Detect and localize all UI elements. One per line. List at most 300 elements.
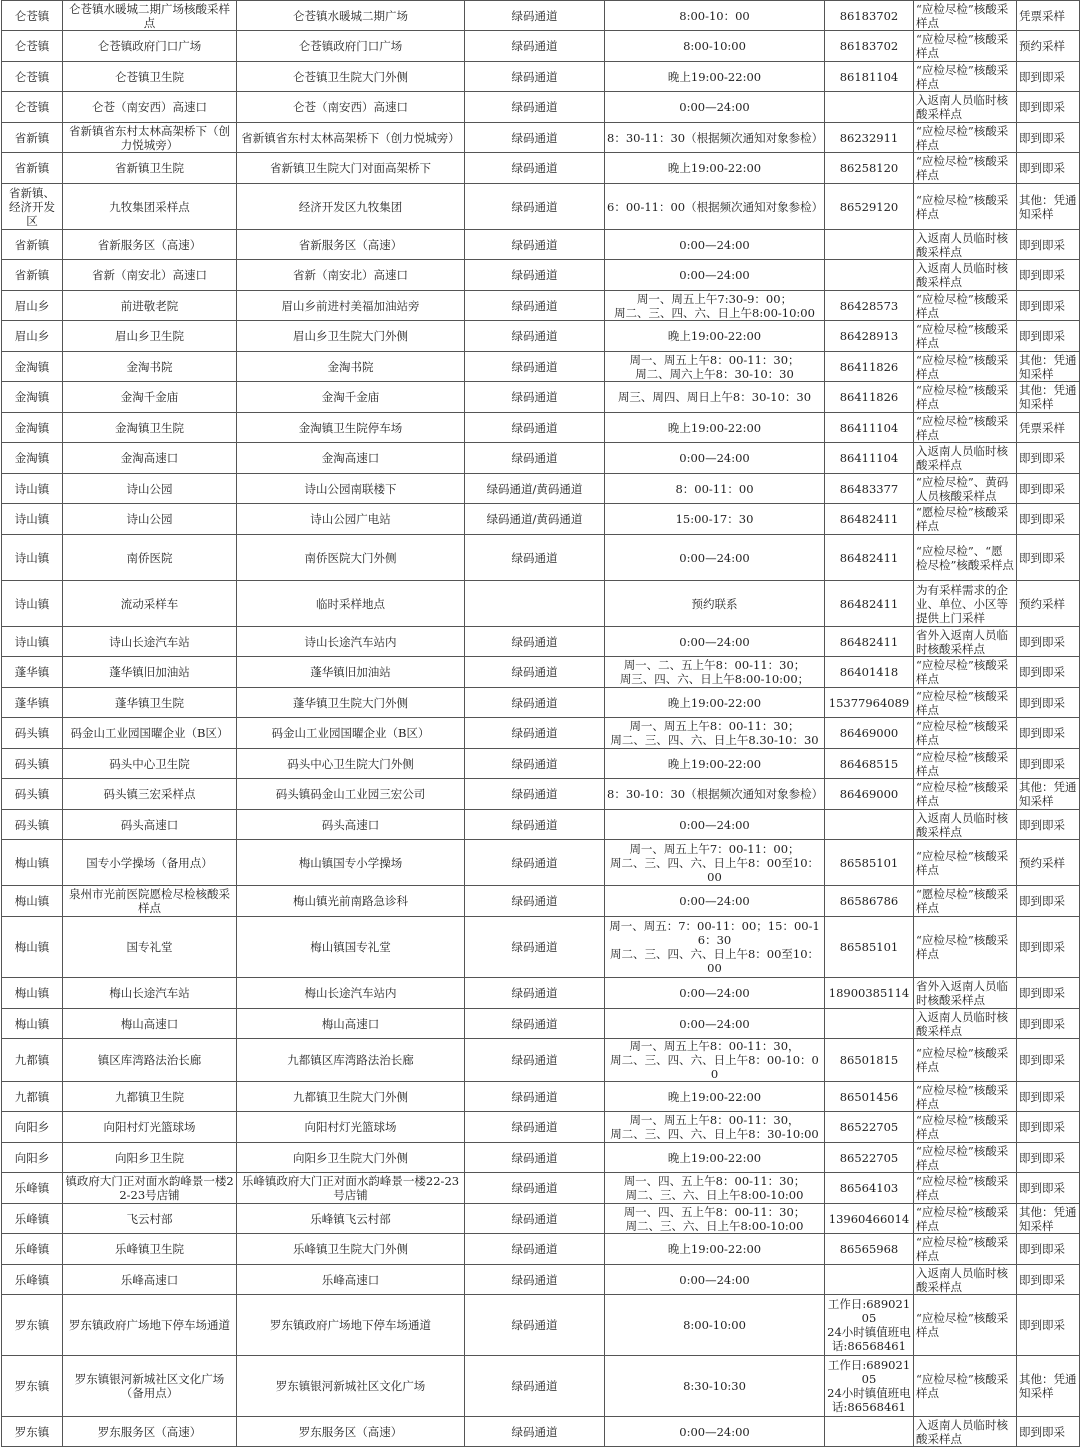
time-cell: 晚上19:00-22:00 bbox=[605, 413, 825, 443]
channel-cell: 绿码通道 bbox=[465, 321, 605, 352]
mode-cell: 其他：凭通知采样 bbox=[1017, 1204, 1080, 1234]
mode-cell: 即到即采 bbox=[1017, 886, 1080, 917]
time-cell: 预约联系 bbox=[605, 581, 825, 627]
site-name-cell: 罗东服务区（高速） bbox=[63, 1417, 237, 1447]
table-row bbox=[2, 31, 1080, 62]
phone-cell: 86529120 bbox=[825, 184, 914, 230]
site-name-cell: 仑苍镇政府门口广场 bbox=[63, 31, 237, 62]
table-row bbox=[2, 1112, 1080, 1143]
site-name-cell: 国专小学操场（备用点） bbox=[63, 840, 237, 886]
site-type-cell: “应检尽检”核酸采样点 bbox=[914, 1295, 1017, 1356]
table-row bbox=[2, 1295, 1080, 1356]
site-type-cell: “应检尽检”核酸采样点 bbox=[914, 657, 1017, 688]
site-type-cell: “应检尽检”、黄码人员核酸采样点 bbox=[914, 474, 1017, 504]
site-type-cell: 入返南人员临时核酸采样点 bbox=[914, 92, 1017, 123]
time-cell: 15:00-17：30 bbox=[605, 504, 825, 535]
site-type-cell: “应检尽检”核酸采样点 bbox=[914, 153, 1017, 184]
table-row bbox=[2, 153, 1080, 184]
table-row bbox=[2, 230, 1080, 260]
table-row bbox=[2, 978, 1080, 1009]
address-cell: 金淘千金庙 bbox=[237, 382, 465, 413]
address-cell: 向阳乡卫生院大门外侧 bbox=[237, 1143, 465, 1173]
address-cell: 蓬华镇卫生院大门外侧 bbox=[237, 688, 465, 718]
town-cell: 省新镇、经济开发区 bbox=[2, 184, 63, 230]
town-cell: 码头镇 bbox=[2, 779, 63, 810]
channel-cell: 绿码通道 bbox=[465, 1265, 605, 1295]
address-cell: 码头高速口 bbox=[237, 810, 465, 840]
address-cell: 蓬华镇旧加油站 bbox=[237, 657, 465, 688]
site-type-cell: “应检尽检”核酸采样点 bbox=[914, 1143, 1017, 1173]
table-row bbox=[2, 749, 1080, 779]
mode-cell: 预约采样 bbox=[1017, 840, 1080, 886]
phone-cell bbox=[825, 230, 914, 260]
town-cell: 向阳乡 bbox=[2, 1143, 63, 1173]
phone-cell: 86428913 bbox=[825, 321, 914, 352]
phone-cell bbox=[825, 810, 914, 840]
site-name-cell: 省新服务区（高速） bbox=[63, 230, 237, 260]
channel-cell: 绿码通道 bbox=[465, 1173, 605, 1204]
town-cell: 金淘镇 bbox=[2, 352, 63, 382]
site-name-cell: 码金山工业园国曜企业（B区） bbox=[63, 718, 237, 749]
channel-cell: 绿码通道 bbox=[465, 291, 605, 321]
address-cell: 九都镇卫生院大门外侧 bbox=[237, 1082, 465, 1112]
site-type-cell: 入返南人员临时核酸采样点 bbox=[914, 1265, 1017, 1295]
town-cell: 仑苍镇 bbox=[2, 1, 63, 31]
site-type-cell: “应检尽检”核酸采样点 bbox=[914, 291, 1017, 321]
town-cell: 仑苍镇 bbox=[2, 31, 63, 62]
site-name-cell: 乐峰高速口 bbox=[63, 1265, 237, 1295]
address-cell: 梅山镇光前南路急诊科 bbox=[237, 886, 465, 917]
site-name-cell: 金淘千金庙 bbox=[63, 382, 237, 413]
site-name-cell: 前进敬老院 bbox=[63, 291, 237, 321]
address-cell: 罗东服务区（高速） bbox=[237, 1417, 465, 1447]
town-cell: 眉山乡 bbox=[2, 291, 63, 321]
address-cell: 梅山长途汽车站内 bbox=[237, 978, 465, 1009]
town-cell: 诗山镇 bbox=[2, 627, 63, 657]
time-cell: 0:00—24:00 bbox=[605, 886, 825, 917]
site-type-cell: 入返南人员临时核酸采样点 bbox=[914, 1009, 1017, 1039]
site-name-cell: 码头中心卫生院 bbox=[63, 749, 237, 779]
time-cell: 周一、周五上午8：00-11：30， 周二、三、四、六、日上午8：30-10:00 bbox=[605, 1112, 825, 1143]
phone-cell: 13960466014 bbox=[825, 1204, 914, 1234]
channel-cell: 绿码通道 bbox=[465, 688, 605, 718]
channel-cell: 绿码通道 bbox=[465, 779, 605, 810]
table-row bbox=[2, 1356, 1080, 1417]
site-name-cell: 省新镇卫生院 bbox=[63, 153, 237, 184]
site-type-cell: “应检尽检”核酸采样点 bbox=[914, 62, 1017, 92]
mode-cell: 预约采样 bbox=[1017, 581, 1080, 627]
phone-cell bbox=[825, 260, 914, 291]
town-cell: 向阳乡 bbox=[2, 1112, 63, 1143]
time-cell: 0:00—24:00 bbox=[605, 1009, 825, 1039]
address-cell: 九都镇区库湾路法治长廊 bbox=[237, 1039, 465, 1082]
time-cell: 0:00—24:00 bbox=[605, 230, 825, 260]
table-row bbox=[2, 718, 1080, 749]
address-cell: 眉山乡卫生院大门外侧 bbox=[237, 321, 465, 352]
table-row bbox=[2, 1, 1080, 31]
site-name-cell: 梅山长途汽车站 bbox=[63, 978, 237, 1009]
town-cell: 金淘镇 bbox=[2, 413, 63, 443]
time-cell: 0:00—24:00 bbox=[605, 810, 825, 840]
time-cell: 8：30-11：30（根据频次通知对象参检） bbox=[605, 123, 825, 153]
site-type-cell: “应检尽检”核酸采样点 bbox=[914, 840, 1017, 886]
table-row bbox=[2, 779, 1080, 810]
time-cell: 8:30-10:30 bbox=[605, 1356, 825, 1417]
town-cell: 诗山镇 bbox=[2, 474, 63, 504]
site-name-cell: 省新镇省东村太林高架桥下（创力悦城旁） bbox=[63, 123, 237, 153]
phone-cell: 15377964089 bbox=[825, 688, 914, 718]
channel-cell: 绿码通道 bbox=[465, 413, 605, 443]
table-row bbox=[2, 688, 1080, 718]
site-type-cell: “应检尽检”核酸采样点 bbox=[914, 749, 1017, 779]
mode-cell: 凭票采样 bbox=[1017, 1, 1080, 31]
mode-cell: 即到即采 bbox=[1017, 123, 1080, 153]
phone-cell: 86411826 bbox=[825, 352, 914, 382]
mode-cell: 即到即采 bbox=[1017, 62, 1080, 92]
town-cell: 罗东镇 bbox=[2, 1356, 63, 1417]
mode-cell: 即到即采 bbox=[1017, 810, 1080, 840]
time-cell: 0:00—24:00 bbox=[605, 443, 825, 474]
site-name-cell: 蓬华镇旧加油站 bbox=[63, 657, 237, 688]
channel-cell: 绿码通道 bbox=[465, 260, 605, 291]
channel-cell: 绿码通道 bbox=[465, 443, 605, 474]
phone-cell: 86482411 bbox=[825, 581, 914, 627]
time-cell: 周一、周五上午7：00-11：00； 周二、三、四、六、日上午8：00至10：00 bbox=[605, 840, 825, 886]
table-row bbox=[2, 1234, 1080, 1265]
table-row bbox=[2, 291, 1080, 321]
time-cell: 周一、二、五上午8：00-11：30； 周三、四、六、日上午8:00-10:00； bbox=[605, 657, 825, 688]
site-type-cell: “应检尽检”核酸采样点 bbox=[914, 1, 1017, 31]
table-row bbox=[2, 504, 1080, 535]
site-name-cell: 罗东镇政府广场地下停车场通道 bbox=[63, 1295, 237, 1356]
town-cell: 蓬华镇 bbox=[2, 688, 63, 718]
town-cell: 省新镇 bbox=[2, 123, 63, 153]
mode-cell: 即到即采 bbox=[1017, 1173, 1080, 1204]
phone-cell: 86411104 bbox=[825, 413, 914, 443]
time-cell: 周一、周五：7：00-11：00；15：00-16：30 周二、三、四、六、日上午8：00至10：00 bbox=[605, 917, 825, 978]
time-cell: 0:00—24:00 bbox=[605, 1265, 825, 1295]
table-row bbox=[2, 1417, 1080, 1447]
address-cell: 省新镇卫生院大门对面高架桥下 bbox=[237, 153, 465, 184]
phone-cell: 86469000 bbox=[825, 779, 914, 810]
phone-cell: 86522705 bbox=[825, 1112, 914, 1143]
table-row bbox=[2, 1039, 1080, 1082]
town-cell: 金淘镇 bbox=[2, 382, 63, 413]
site-name-cell: 飞云村部 bbox=[63, 1204, 237, 1234]
address-cell: 省新镇省东村太林高架桥下（创力悦城旁） bbox=[237, 123, 465, 153]
time-cell: 晚上19:00-22:00 bbox=[605, 1082, 825, 1112]
site-type-cell: “应检尽检”核酸采样点 bbox=[914, 413, 1017, 443]
address-cell: 乐峰高速口 bbox=[237, 1265, 465, 1295]
site-name-cell: 仑苍（南安西）高速口 bbox=[63, 92, 237, 123]
address-cell: 省新服务区（高速） bbox=[237, 230, 465, 260]
site-name-cell: 镇政府大门正对面水韵峰景一楼22-23号店铺 bbox=[63, 1173, 237, 1204]
town-cell: 码头镇 bbox=[2, 810, 63, 840]
town-cell: 仑苍镇 bbox=[2, 92, 63, 123]
site-type-cell: 入返南人员临时核酸采样点 bbox=[914, 1417, 1017, 1447]
time-cell: 6：00-11：00（根据频次通知对象参检） bbox=[605, 184, 825, 230]
address-cell: 乐峰镇卫生院大门外侧 bbox=[237, 1234, 465, 1265]
mode-cell: 即到即采 bbox=[1017, 1295, 1080, 1356]
channel-cell: 绿码通道 bbox=[465, 749, 605, 779]
mode-cell: 预约采样 bbox=[1017, 31, 1080, 62]
mode-cell: 即到即采 bbox=[1017, 153, 1080, 184]
table-row bbox=[2, 657, 1080, 688]
site-name-cell: 仑苍镇水暖城二期广场核酸采样点 bbox=[63, 1, 237, 31]
channel-cell: 绿码通道 bbox=[465, 917, 605, 978]
channel-cell: 绿码通道 bbox=[465, 123, 605, 153]
mode-cell: 即到即采 bbox=[1017, 1265, 1080, 1295]
site-name-cell: 向阳乡卫生院 bbox=[63, 1143, 237, 1173]
table-row bbox=[2, 184, 1080, 230]
table-row bbox=[2, 321, 1080, 352]
site-type-cell: “应检尽检”核酸采样点 bbox=[914, 123, 1017, 153]
site-type-cell: “愿检尽检”核酸采样点 bbox=[914, 504, 1017, 535]
channel-cell: 绿码通道 bbox=[465, 62, 605, 92]
phone-cell: 18900385114 bbox=[825, 978, 914, 1009]
town-cell: 诗山镇 bbox=[2, 581, 63, 627]
table-body bbox=[2, 1, 1080, 1447]
phone-cell: 86181104 bbox=[825, 62, 914, 92]
site-type-cell: 入返南人员临时核酸采样点 bbox=[914, 230, 1017, 260]
site-type-cell: “应检尽检”核酸采样点 bbox=[914, 1112, 1017, 1143]
mode-cell: 即到即采 bbox=[1017, 443, 1080, 474]
time-cell: 8:00-10:00 bbox=[605, 31, 825, 62]
phone-cell bbox=[825, 92, 914, 123]
town-cell: 码头镇 bbox=[2, 718, 63, 749]
phone-cell: 86585101 bbox=[825, 917, 914, 978]
site-name-cell: 泉州市光前医院愿检尽检核酸采样点 bbox=[63, 886, 237, 917]
site-type-cell: 入返南人员临时核酸采样点 bbox=[914, 260, 1017, 291]
mode-cell: 即到即采 bbox=[1017, 92, 1080, 123]
site-name-cell: 码头高速口 bbox=[63, 810, 237, 840]
town-cell: 仑苍镇 bbox=[2, 62, 63, 92]
mode-cell: 即到即采 bbox=[1017, 291, 1080, 321]
phone-cell: 86428573 bbox=[825, 291, 914, 321]
mode-cell: 即到即采 bbox=[1017, 1082, 1080, 1112]
time-cell: 周一、周五上午8：00-11：30； 周二、三、四、六、日上午8.30-10：30 bbox=[605, 718, 825, 749]
town-cell: 罗东镇 bbox=[2, 1295, 63, 1356]
address-cell: 罗东镇银河新城社区文化广场 bbox=[237, 1356, 465, 1417]
channel-cell: 绿码通道 bbox=[465, 153, 605, 184]
phone-cell: 86411104 bbox=[825, 443, 914, 474]
table-row bbox=[2, 382, 1080, 413]
table-row bbox=[2, 474, 1080, 504]
address-cell: 向阳村灯光篮球场 bbox=[237, 1112, 465, 1143]
mode-cell: 即到即采 bbox=[1017, 321, 1080, 352]
address-cell: 梅山镇国专小学操场 bbox=[237, 840, 465, 886]
table-row bbox=[2, 443, 1080, 474]
mode-cell: 即到即采 bbox=[1017, 1143, 1080, 1173]
channel-cell: 绿码通道 bbox=[465, 810, 605, 840]
time-cell: 周一、周五上午8：00-11：30； 周二、周六上午8：30-10：30 bbox=[605, 352, 825, 382]
channel-cell: 绿码通道 bbox=[465, 92, 605, 123]
mode-cell: 其他：凭通知采样 bbox=[1017, 382, 1080, 413]
phone-cell: 86411826 bbox=[825, 382, 914, 413]
table-row bbox=[2, 1082, 1080, 1112]
mode-cell: 即到即采 bbox=[1017, 917, 1080, 978]
address-cell: 诗山长途汽车站内 bbox=[237, 627, 465, 657]
phone-cell: 86586786 bbox=[825, 886, 914, 917]
mode-cell: 其他：凭通知采样 bbox=[1017, 779, 1080, 810]
site-type-cell: “应检尽检”、“愿检尽检”核酸采样点 bbox=[914, 535, 1017, 581]
table-row bbox=[2, 1204, 1080, 1234]
town-cell: 乐峰镇 bbox=[2, 1173, 63, 1204]
town-cell: 梅山镇 bbox=[2, 886, 63, 917]
site-type-cell: “应检尽检”核酸采样点 bbox=[914, 917, 1017, 978]
mode-cell: 即到即采 bbox=[1017, 718, 1080, 749]
table-row bbox=[2, 917, 1080, 978]
address-cell: 仑苍镇水暖城二期广场 bbox=[237, 1, 465, 31]
channel-cell: 绿码通道 bbox=[465, 31, 605, 62]
channel-cell: 绿码通道 bbox=[465, 1082, 605, 1112]
mode-cell: 其他：凭通知采样 bbox=[1017, 352, 1080, 382]
channel-cell: 绿码通道/黄码通道 bbox=[465, 474, 605, 504]
site-type-cell: “应检尽检”核酸采样点 bbox=[914, 382, 1017, 413]
town-cell: 乐峰镇 bbox=[2, 1234, 63, 1265]
table-row bbox=[2, 260, 1080, 291]
phone-cell: 86401418 bbox=[825, 657, 914, 688]
channel-cell: 绿码通道 bbox=[465, 535, 605, 581]
address-cell: 梅山镇国专礼堂 bbox=[237, 917, 465, 978]
mode-cell: 即到即采 bbox=[1017, 474, 1080, 504]
mode-cell: 即到即采 bbox=[1017, 1039, 1080, 1082]
town-cell: 乐峰镇 bbox=[2, 1204, 63, 1234]
channel-cell: 绿码通道 bbox=[465, 1009, 605, 1039]
channel-cell: 绿码通道 bbox=[465, 657, 605, 688]
phone-cell: 86469000 bbox=[825, 718, 914, 749]
table-row bbox=[2, 810, 1080, 840]
channel-cell: 绿码通道 bbox=[465, 718, 605, 749]
table-row bbox=[2, 1143, 1080, 1173]
town-cell: 诗山镇 bbox=[2, 535, 63, 581]
town-cell: 梅山镇 bbox=[2, 840, 63, 886]
address-cell: 仑苍（南安西）高速口 bbox=[237, 92, 465, 123]
site-name-cell: 梅山高速口 bbox=[63, 1009, 237, 1039]
channel-cell: 绿码通道 bbox=[465, 1, 605, 31]
town-cell: 省新镇 bbox=[2, 260, 63, 291]
site-type-cell: 省外入返南人员临时核酸采样点 bbox=[914, 978, 1017, 1009]
address-cell: 仑苍镇卫生院大门外侧 bbox=[237, 62, 465, 92]
town-cell: 诗山镇 bbox=[2, 504, 63, 535]
channel-cell: 绿码通道 bbox=[465, 184, 605, 230]
channel-cell: 绿码通道/黄码通道 bbox=[465, 504, 605, 535]
site-name-cell: 流动采样车 bbox=[63, 581, 237, 627]
address-cell: 诗山公园南联楼下 bbox=[237, 474, 465, 504]
site-name-cell: 诗山长途汽车站 bbox=[63, 627, 237, 657]
time-cell: 周三、周四、周日上午8：30-10：30 bbox=[605, 382, 825, 413]
time-cell: 0:00—24:00 bbox=[605, 260, 825, 291]
time-cell: 周一、周五上午7:30-9：00； 周二、三、四、六、日上午8:00-10:00 bbox=[605, 291, 825, 321]
table-row bbox=[2, 123, 1080, 153]
site-name-cell: 金淘书院 bbox=[63, 352, 237, 382]
channel-cell: 绿码通道 bbox=[465, 886, 605, 917]
mode-cell: 即到即采 bbox=[1017, 688, 1080, 718]
site-type-cell: “应检尽检”核酸采样点 bbox=[914, 352, 1017, 382]
time-cell: 晚上19:00-22:00 bbox=[605, 1143, 825, 1173]
address-cell: 乐峰镇政府大门正对面水韵峰景一楼22-23号店铺 bbox=[237, 1173, 465, 1204]
town-cell: 梅山镇 bbox=[2, 1009, 63, 1039]
time-cell: 晚上19:00-22:00 bbox=[605, 1234, 825, 1265]
phone-cell: 86585101 bbox=[825, 840, 914, 886]
sampling-sites-table bbox=[1, 0, 1080, 1447]
table-row bbox=[2, 535, 1080, 581]
channel-cell: 绿码通道 bbox=[465, 1417, 605, 1447]
site-type-cell: “应检尽检”核酸采样点 bbox=[914, 688, 1017, 718]
site-type-cell: “应检尽检”核酸采样点 bbox=[914, 31, 1017, 62]
mode-cell: 即到即采 bbox=[1017, 978, 1080, 1009]
site-type-cell: 入返南人员临时核酸采样点 bbox=[914, 810, 1017, 840]
phone-cell: 86564103 bbox=[825, 1173, 914, 1204]
channel-cell: 绿码通道 bbox=[465, 230, 605, 260]
channel-cell: 绿码通道 bbox=[465, 840, 605, 886]
town-cell: 九都镇 bbox=[2, 1082, 63, 1112]
time-cell: 0:00—24:00 bbox=[605, 1417, 825, 1447]
site-name-cell: 南侨医院 bbox=[63, 535, 237, 581]
site-name-cell: 九牧集团采样点 bbox=[63, 184, 237, 230]
mode-cell: 即到即采 bbox=[1017, 230, 1080, 260]
phone-cell: 86483377 bbox=[825, 474, 914, 504]
phone-cell: 86565968 bbox=[825, 1234, 914, 1265]
site-type-cell: “应检尽检”核酸采样点 bbox=[914, 184, 1017, 230]
time-cell: 周一、周五上午8：00-11：30， 周二、三、四、六、日上午8：00-10：00 bbox=[605, 1039, 825, 1082]
time-cell: 晚上19:00-22:00 bbox=[605, 321, 825, 352]
mode-cell: 即到即采 bbox=[1017, 657, 1080, 688]
site-name-cell: 罗东镇银河新城社区文化广场（备用点） bbox=[63, 1356, 237, 1417]
time-cell: 周一、四、五上午8：00-11：30； 周二、三、六、日上午8:00-10:00 bbox=[605, 1204, 825, 1234]
phone-cell: 工作日:68902105 24小时镇值班电话:86568461 bbox=[825, 1356, 914, 1417]
town-cell: 乐峰镇 bbox=[2, 1265, 63, 1295]
mode-cell: 即到即采 bbox=[1017, 1417, 1080, 1447]
phone-cell bbox=[825, 1417, 914, 1447]
phone-cell bbox=[825, 1009, 914, 1039]
town-cell: 梅山镇 bbox=[2, 978, 63, 1009]
site-name-cell: 金淘镇卫生院 bbox=[63, 413, 237, 443]
address-cell: 码金山工业园国曜企业（B区） bbox=[237, 718, 465, 749]
town-cell: 码头镇 bbox=[2, 749, 63, 779]
time-cell: 0:00—24:00 bbox=[605, 92, 825, 123]
site-type-cell: 入返南人员临时核酸采样点 bbox=[914, 443, 1017, 474]
time-cell: 8：30-10：30（根据频次通知对象参检） bbox=[605, 779, 825, 810]
time-cell: 8:00-10：00 bbox=[605, 1, 825, 31]
table-row bbox=[2, 581, 1080, 627]
time-cell: 0:00—24:00 bbox=[605, 535, 825, 581]
table-row bbox=[2, 62, 1080, 92]
channel-cell: 绿码通道 bbox=[465, 1112, 605, 1143]
site-name-cell: 诗山公园 bbox=[63, 504, 237, 535]
site-type-cell: 为有采样需求的企业、单位、小区等提供上门采样 bbox=[914, 581, 1017, 627]
mode-cell: 其他：凭通知采样 bbox=[1017, 184, 1080, 230]
address-cell: 眉山乡前进村美福加油站旁 bbox=[237, 291, 465, 321]
channel-cell: 绿码通道 bbox=[465, 1204, 605, 1234]
table-row bbox=[2, 840, 1080, 886]
phone-cell: 86232911 bbox=[825, 123, 914, 153]
mode-cell: 凭票采样 bbox=[1017, 413, 1080, 443]
time-cell: 8:00-10:00 bbox=[605, 1295, 825, 1356]
phone-cell bbox=[825, 1265, 914, 1295]
site-type-cell: “应检尽检”核酸采样点 bbox=[914, 1204, 1017, 1234]
phone-cell: 86258120 bbox=[825, 153, 914, 184]
site-type-cell: “应检尽检”核酸采样点 bbox=[914, 321, 1017, 352]
site-name-cell: 乐峰镇卫生院 bbox=[63, 1234, 237, 1265]
channel-cell: 绿码通道 bbox=[465, 352, 605, 382]
town-cell: 金淘镇 bbox=[2, 443, 63, 474]
address-cell: 临时采样地点 bbox=[237, 581, 465, 627]
site-type-cell: 省外入返南人员临时核酸采样点 bbox=[914, 627, 1017, 657]
phone-cell: 86468515 bbox=[825, 749, 914, 779]
address-cell: 码头中心卫生院大门外侧 bbox=[237, 749, 465, 779]
mode-cell: 即到即采 bbox=[1017, 1112, 1080, 1143]
